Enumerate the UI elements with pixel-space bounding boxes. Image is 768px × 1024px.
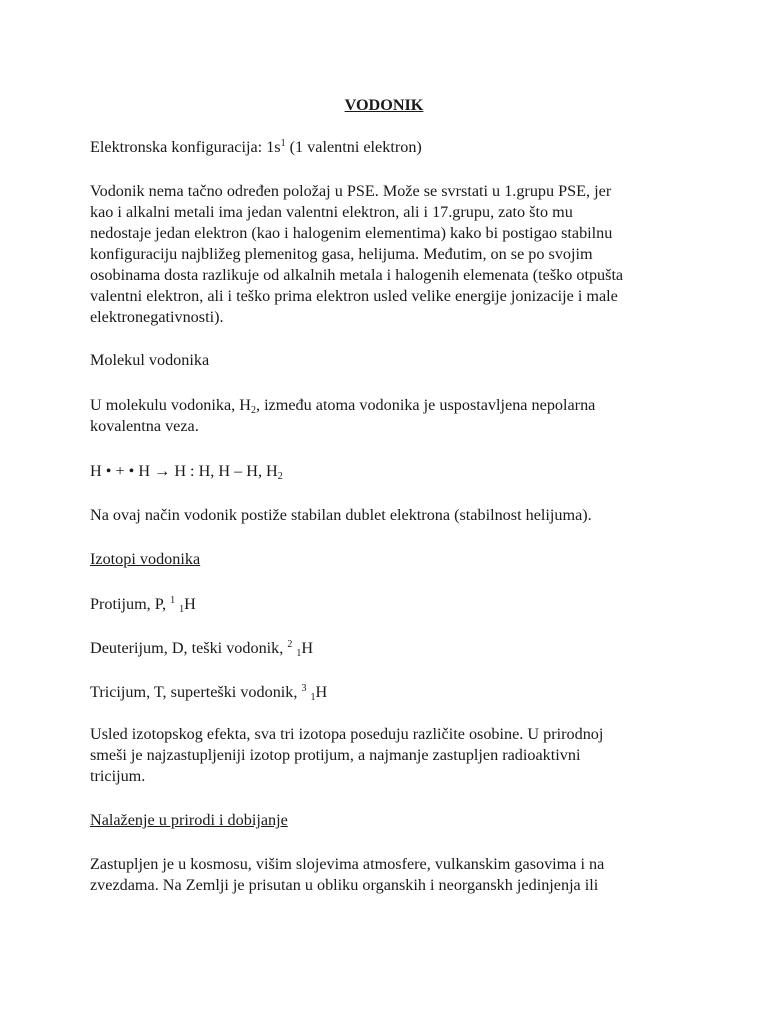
page-title: VODONIK [344,96,424,114]
nature-heading: Nalaženje u prirodi i dobijanje [90,811,288,829]
config-superscript: 1 [280,138,286,149]
isotopes-heading: Izotopi vodonika [90,550,201,568]
isotope-deuterium: Deuterijum, D, teški vodonik, $^2$ $_1$H [90,639,314,659]
isotope-tritium: Tricijum, T, superteški vodonik, $^3$ $_1$H [90,683,328,703]
bond-equation: H • + • H → H : H, H – H, $H_2$ [90,462,283,482]
nature-paragraph: Zastupljen je u kosmosu, višim slojevima atmosfere, vulkanskim gasovima i na zvezdama. Na Zemlji je prisutan u obliku organskih i neorganskh jedinjenja ili [90,855,605,894]
molecule-paragraph: U molekulu vodonika, $H_2$, između atoma vodonika je uspostavljena nepolarna kovalentna veza. [90,396,596,435]
isotope-protium: Protijum, P, $^1$ $_1$H [90,595,196,615]
isotope-effect-paragraph: Usled izotopskog efekta, sva tri izotopa poseduju različite osobine. U prirodnoj smeši je najzastupljeniji izotop protijum, a najmanje zastupljen radioaktivni tricijum. [90,725,604,785]
dublet-paragraph: Na ovaj način vodonik postiže stabilan dublet elektrona (stabilnost helijuma). [90,506,592,524]
molecule-heading: Molekul vodonika [90,351,210,369]
intro-paragraph: Vodonik nema tačno određen položaj u PSE. Može se svrstati u 1.grupu PSE, jer kao i alkalni metali ima jedan valentni elektron, ali i 17.grupu, zato što mu nedostaje jedan elektron (kao i halogenim elementima) kako bi postigao stabilnu konfiguraciju najbližeg plemenitog gasa, helijuma. Međutim, on se po svojim osobinama dosta razlikuje od alkalnih metala i halogenih elemenata (teško otpušta valentni elektron, ali i teško prima elektron usled velike energije jonizacije i male elektronegativnosti). [90,182,624,326]
electron-configuration: Elektronska konfiguracija: $1s^1$ (1 valentni elektron) [90,138,422,156]
